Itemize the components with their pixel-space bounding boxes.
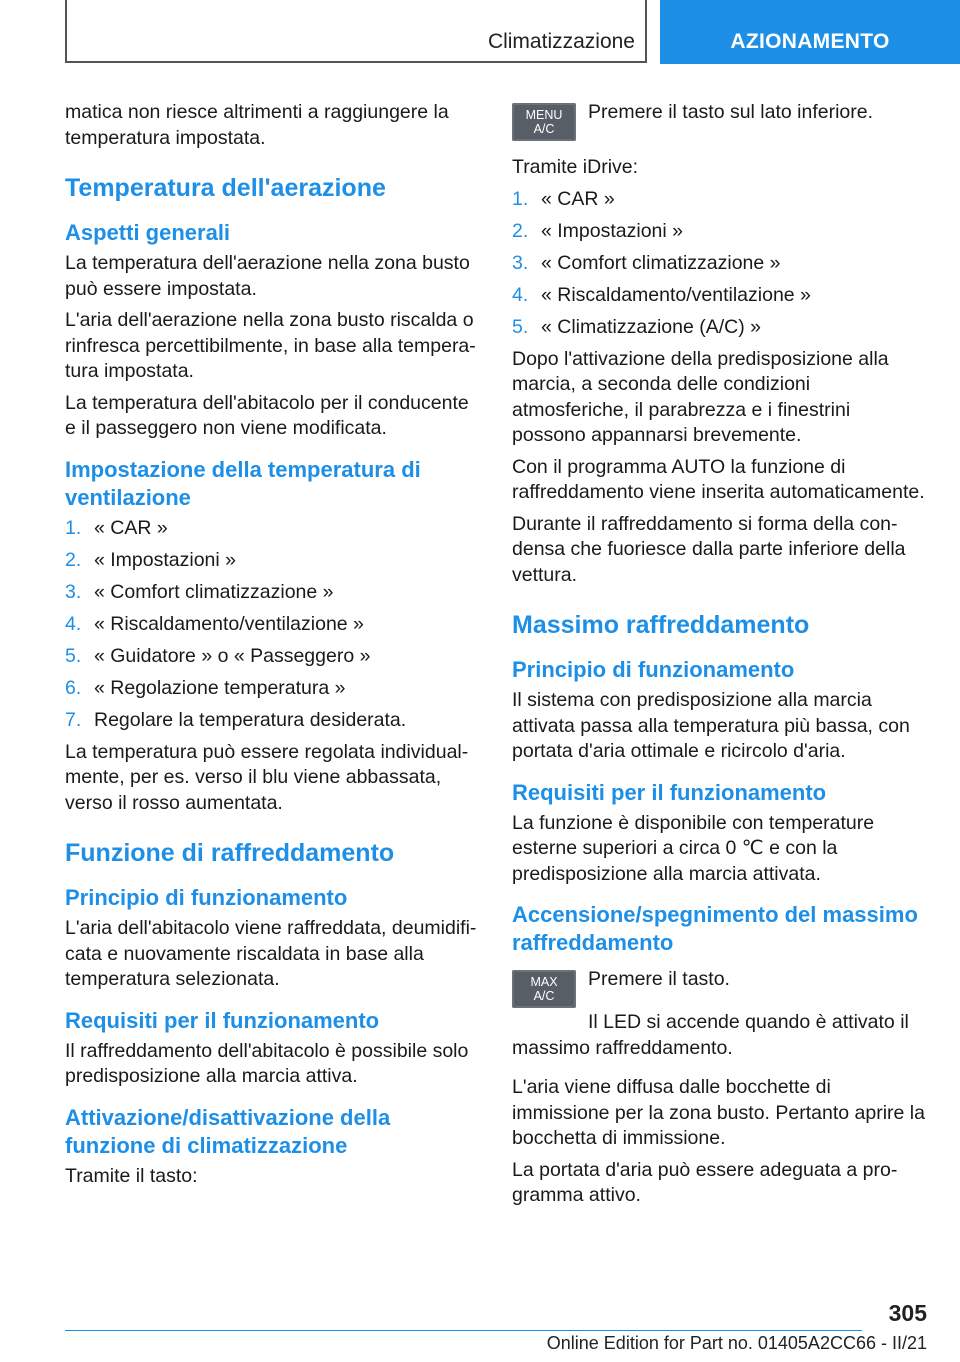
step-text: « Comfort climatizzazione »	[541, 251, 781, 274]
list-item	[65, 676, 480, 702]
button-label-top: MAX	[530, 975, 558, 989]
right-column	[512, 100, 927, 1215]
footer-divider	[65, 1330, 862, 1331]
button-label-bottom: A/C	[533, 989, 555, 1003]
list-item	[65, 644, 480, 670]
section-title: Climatizzazione	[487, 30, 635, 53]
step-text: « Impostazioni »	[541, 219, 683, 242]
heading-requirements: Requisiti per il funzionamento	[65, 1007, 380, 1033]
paragraph: Dopo l'attivazione della predisposizione alla marcia, a seconda delle condizioni atmosferiche, il parabrezza e i finestrini possono appannarsi brevemente.	[512, 347, 889, 446]
max-ac-text	[588, 967, 730, 999]
step-number: 4.	[512, 283, 529, 306]
list-item	[65, 548, 480, 574]
step-text: « Comfort climatizzazione »	[94, 580, 334, 603]
step-text: « Impostazioni »	[94, 548, 236, 571]
list-item	[512, 315, 927, 341]
paragraph: Il sistema con predisposizione alla marcia attivata passa alla temperatura più bassa, con portata d'aria ottimale e ricircolo d'aria.	[512, 689, 910, 762]
paragraph: Tramite iDrive:	[512, 156, 639, 178]
step-number: 3.	[65, 580, 82, 603]
list-item	[512, 283, 927, 309]
paragraph: Il LED si accende quando è attivato il massimo raffreddamento.	[512, 1011, 909, 1059]
step-text: « Riscaldamento/ventilazione »	[94, 612, 364, 635]
step-number: 2.	[65, 548, 82, 571]
paragraph: Premere il tasto.	[588, 968, 730, 990]
list-item	[65, 580, 480, 606]
heading-max-cooling: Massimo raffreddamento	[512, 611, 810, 639]
list-item	[65, 612, 480, 638]
paragraph: La temperatura dell'abitacolo per il conducente e il passeggero non viene modificata.	[65, 391, 469, 439]
paragraph: L'aria viene diffusa dalle bocchette di immissione per la zona busto. Pertanto aprire la bocchetta di immissione.	[512, 1076, 925, 1149]
list-item	[65, 516, 480, 542]
list-item	[512, 251, 927, 277]
step-text: « Riscaldamento/ventilazione »	[541, 283, 811, 306]
left-column	[65, 100, 480, 1195]
paragraph: La temperatura dell'aerazione nella zona busto può essere impostata.	[65, 252, 470, 300]
step-number: 5.	[65, 644, 82, 667]
heading-principle: Principio di funzionamento	[65, 885, 348, 910]
paragraph: Premere il tasto sul lato inferiore.	[588, 101, 874, 123]
paragraph: La portata d'aria può essere adeguata a programma attivo.	[512, 1158, 898, 1206]
step-text: « Guidatore » o « Passeggero »	[94, 644, 371, 667]
heading-cooling-function: Funzione di raffreddamento	[65, 839, 395, 867]
heading-activation: Attivazione/disattivazione della funzione di climatizzazione	[65, 1104, 391, 1158]
step-number: 1.	[65, 516, 82, 539]
steps-list-left	[65, 516, 480, 734]
paragraph: La temperatura può essere regolata individualmente, per es. verso il blu viene abbassata, verso il rosso aumentata.	[65, 740, 469, 814]
page-number: 305	[888, 1300, 927, 1326]
paragraph: L'aria dell'abitacolo viene raffreddata, deumidificata e nuovamente riscaldata in base alla temperatura selezionata.	[65, 917, 477, 990]
list-item	[65, 708, 480, 734]
step-number: 7.	[65, 708, 82, 731]
chapter-tab[interactable]: AZIONAMENTO	[660, 0, 960, 64]
step-number: 1.	[512, 187, 529, 210]
step-number: 5.	[512, 315, 529, 338]
paragraph: Il raffreddamento dell'abitacolo è possibile solo predisposizione alla marcia attiva.	[65, 1039, 469, 1087]
menu-ac-row	[512, 100, 927, 141]
edition-text: Online Edition for Part no. 01405A2CC66 - II/21	[546, 1333, 927, 1353]
step-number: 6.	[65, 676, 82, 699]
menu-ac-text	[588, 100, 873, 132]
max-ac-row	[512, 967, 927, 1008]
heading-general: Aspetti generali	[65, 220, 231, 245]
paragraph: L'aria dell'aerazione nella zona busto riscalda o rinfresca percettibilmente, in base alla temperatura impostata.	[65, 309, 476, 382]
step-number: 2.	[512, 219, 529, 242]
step-text: « Regolazione temperatura »	[94, 676, 346, 699]
paragraph: La funzione è disponibile con temperature esterne superiori a circa 0 ℃ e con la predisposizione alla marcia attivata.	[512, 811, 875, 885]
paragraph: Tramite il tasto:	[65, 1164, 198, 1187]
paragraph: Durante il raffreddamento si forma della condensa che fuoriesce dalla parte inferiore della vettura.	[512, 512, 906, 586]
heading-requirements: Requisiti per il funzionamento	[512, 779, 827, 805]
max-ac-button-icon	[512, 970, 576, 1008]
heading-vent-temperature: Temperatura dell'aerazione	[65, 174, 386, 202]
button-label-top: MENU	[525, 108, 563, 122]
list-item	[512, 219, 927, 245]
step-text: Regolare la temperatura desiderata.	[94, 708, 407, 731]
list-item	[512, 187, 927, 213]
step-number: 3.	[512, 251, 529, 274]
page-header	[0, 0, 960, 66]
heading-setting: Impostazione della temperatura di ventilazione	[65, 456, 421, 510]
button-label-bottom: A/C	[533, 122, 555, 136]
paragraph: Con il programma AUTO la funzione di raffreddamento viene inserita automaticamente.	[512, 455, 925, 503]
intro-paragraph: matica non riesce altrimenti a raggiungere la temperatura impostata.	[65, 101, 449, 149]
step-text: « CAR »	[541, 187, 615, 210]
step-text: « Climatizzazione (A/C) »	[541, 315, 761, 338]
heading-principle: Principio di funzionamento	[512, 657, 795, 682]
step-text: « CAR »	[94, 516, 168, 539]
steps-list-right	[512, 187, 927, 341]
step-number: 4.	[65, 612, 82, 635]
heading-on-off: Accensione/spegnimento del massimo raffreddamento	[512, 902, 918, 955]
menu-ac-button-icon	[512, 103, 576, 141]
